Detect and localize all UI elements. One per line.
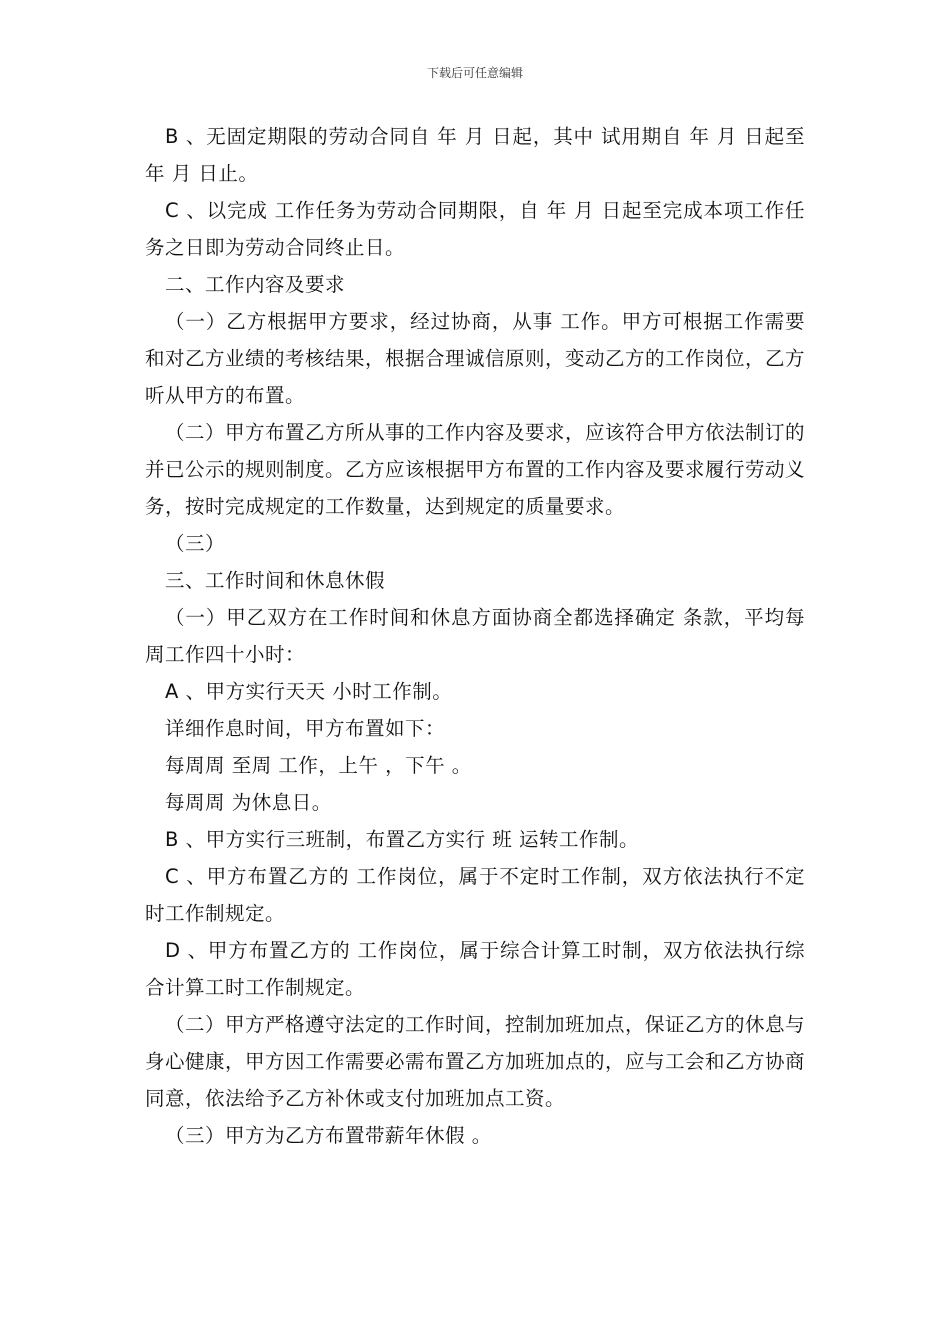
page-header: 下载后可任意编辑	[426, 66, 523, 80]
paragraph-hours-option-a: A 、甲方实行天天 小时工作制。	[165, 680, 453, 703]
paragraph-term-c: C 、以完成 工作任务为劳动合同期限，自 年 月 日起至完成本项工作任务之日即为劳动合同终止日。	[145, 199, 805, 259]
paragraph-work-content-3: （三）	[165, 532, 226, 555]
paragraph-hours-2: （二）甲方严格遵守法定的工作时间，控制加班加点，保证乙方的休息与身心健康，甲方因工作需要必需布置乙方加班加点的，应与工会和乙方协商同意，依法给予乙方补休或支付加班加点工资。	[145, 1013, 806, 1110]
section-heading-work-content: 二、工作内容及要求	[165, 273, 346, 296]
paragraph-schedule-intro: 详细作息时间，甲方布置如下：	[165, 717, 446, 740]
paragraph-term-b: B 、无固定期限的劳动合同自 年 月 日起，其中 试用期自 年 月 日起至年 月 日止。	[145, 125, 805, 185]
paragraph-work-content-2: （二）甲方布置乙方所从事的工作内容及要求，应该符合甲方依法制订的并已公示的规则制度。乙方应该根据甲方布置的工作内容及要求履行劳动义务，按时完成规定的工作数量，达到规定的质量要求。	[145, 421, 806, 518]
paragraph-hours-option-c: C 、甲方布置乙方的 工作岗位，属于不定时工作制，双方依法执行不定时工作制规定。	[145, 865, 805, 925]
paragraph-hours-option-b: B 、甲方实行三班制，布置乙方实行 班 运转工作制。	[165, 828, 639, 851]
paragraph-hours-option-d: D 、甲方布置乙方的 工作岗位，属于综合计算工时制，双方依法执行综合计算工时工作制规定。	[145, 939, 805, 999]
section-heading-working-hours: 三、工作时间和休息休假	[165, 569, 386, 592]
paragraph-hours-1: （一）甲乙双方在工作时间和休息方面协商全都选择确定 条款，平均每周工作四十小时：	[145, 606, 805, 666]
paragraph-schedule-rest-day: 每周周 为休息日。	[165, 791, 332, 814]
paragraph-hours-3: （三）甲方为乙方布置带薪年休假 。	[165, 1124, 492, 1147]
document-body	[145, 118, 805, 1154]
paragraph-schedule-weekdays: 每周周 至周 工作，上午 ，下午 。	[165, 754, 472, 777]
paragraph-work-content-1: （一）乙方根据甲方要求，经过协商，从事 工作。甲方可根据工作需要和对乙方业绩的考核结果，根据合理诚信原则，变动乙方的工作岗位，乙方听从甲方的布置。	[145, 310, 806, 407]
